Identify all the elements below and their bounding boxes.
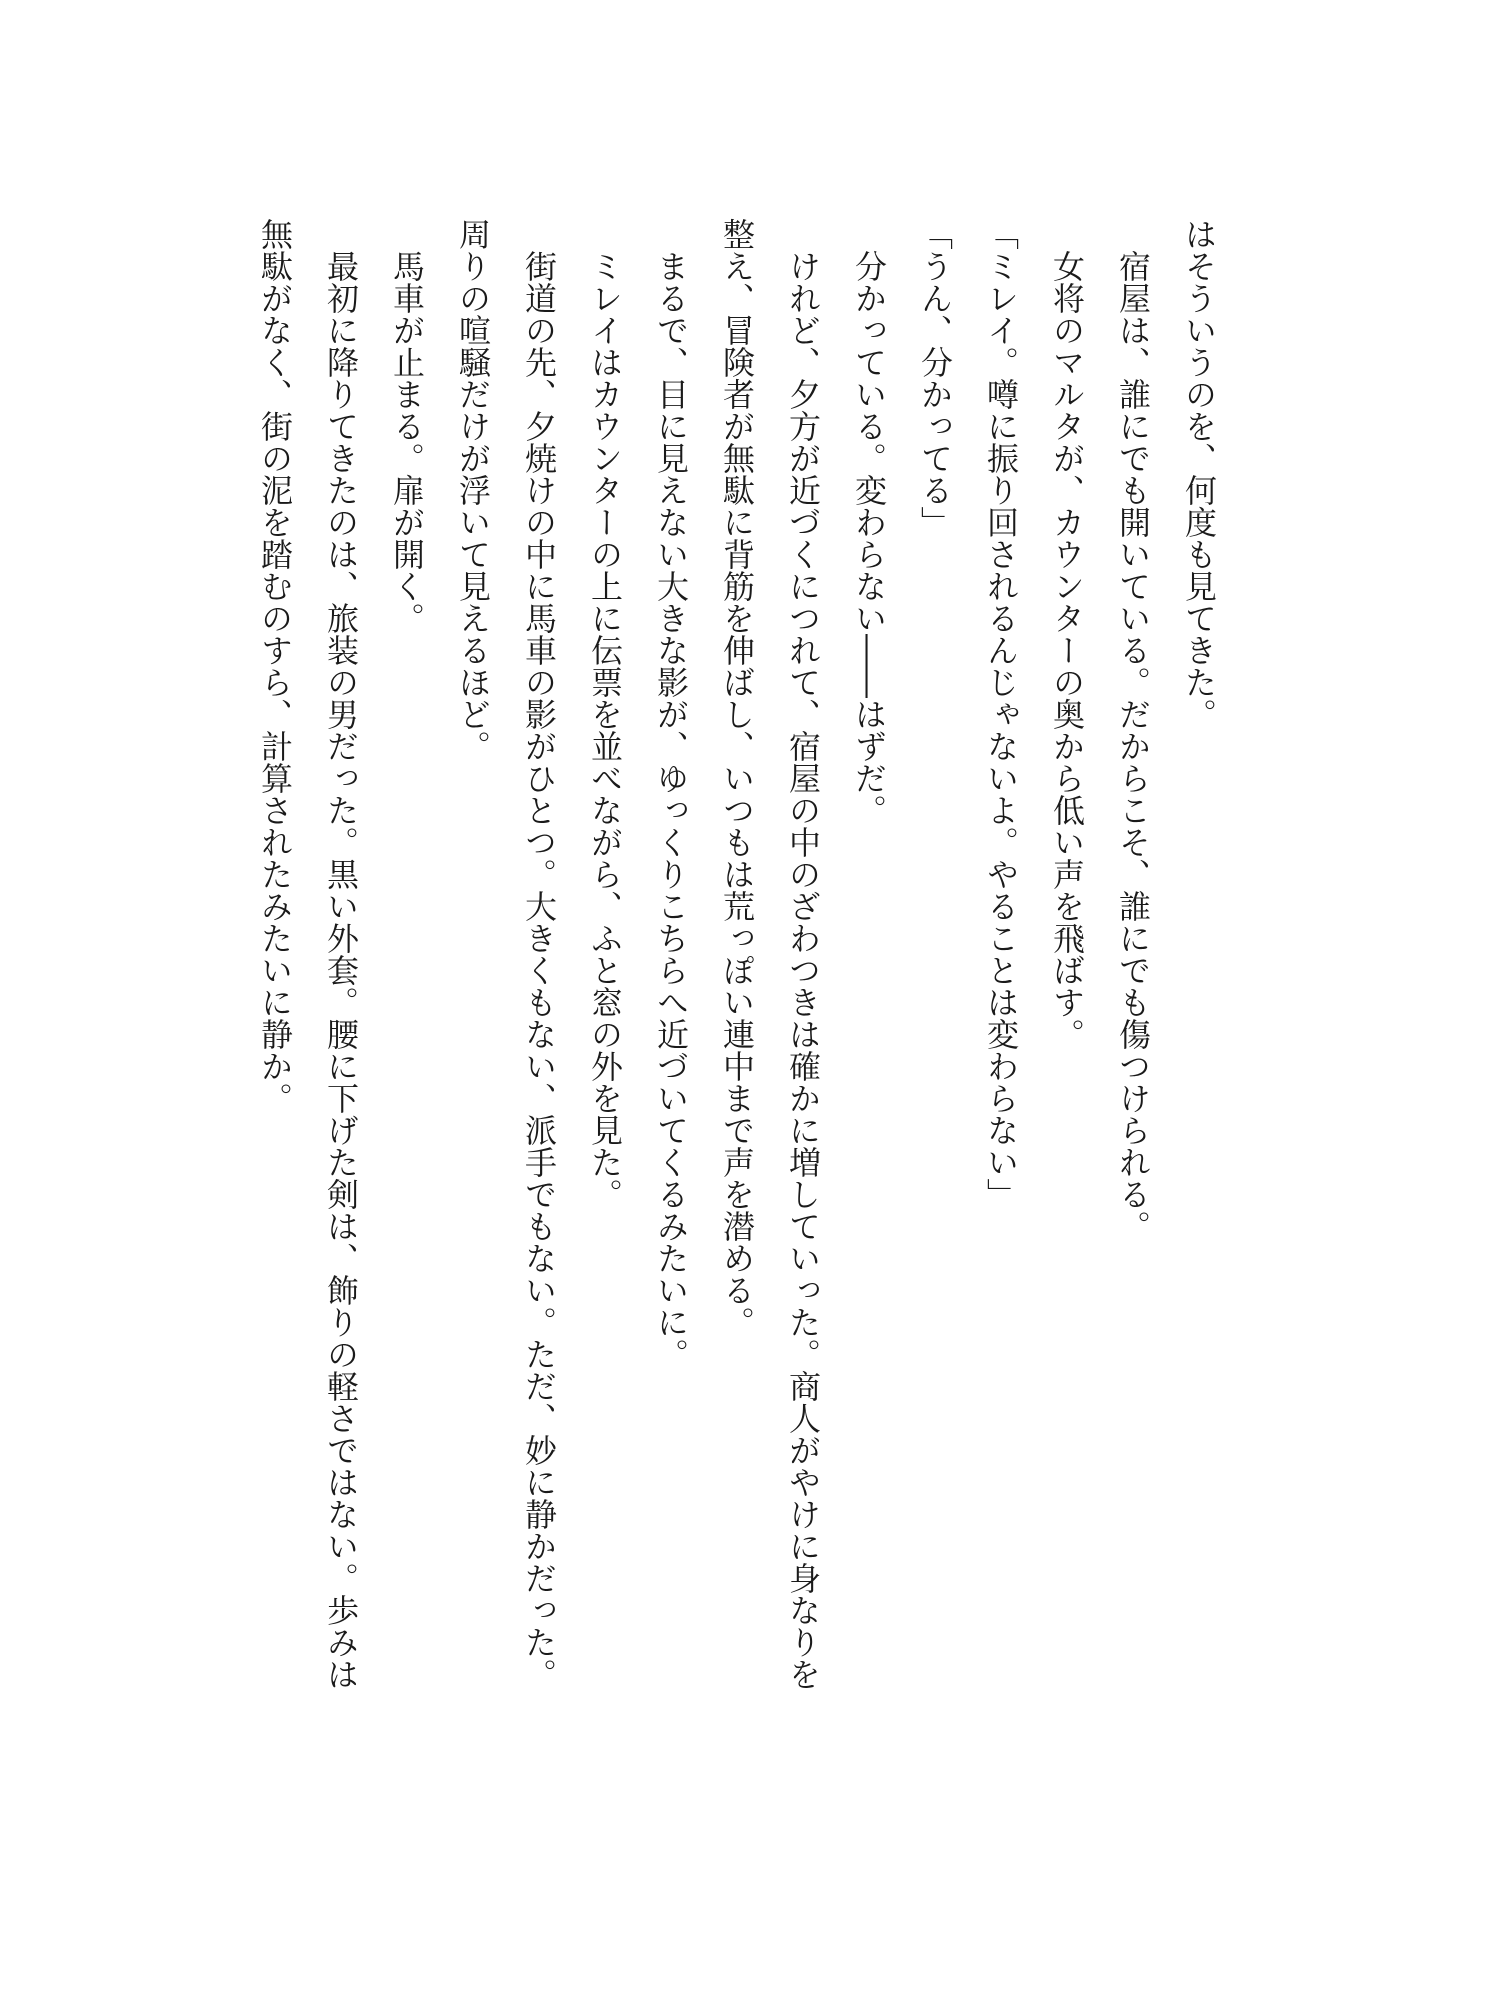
text-line: ミレイはカウンターの上に伝票を並べながら、ふと窓の外を見た。 bbox=[586, 218, 624, 1210]
text-line: 街道の先、夕焼けの中に馬車の影がひとつ。大きくもない、派手でもない。ただ、妙に静かだった。 bbox=[520, 218, 558, 1690]
text-line: 「ミレイ。噂に振り回されるんじゃないよ。やることは変わらない」 bbox=[982, 218, 1020, 1210]
text-line: けれど、夕方が近づくにつれて、宿屋の中のざわつきは確かに増していった。商人がやけに身なりを bbox=[784, 218, 822, 1690]
text-line: 馬車が止まる。扉が開く。 bbox=[388, 218, 426, 634]
text-line: 分かっている。変わらない――はずだ。 bbox=[850, 218, 888, 826]
text-line: はそういうのを、何度も見てきた。 bbox=[1180, 218, 1218, 730]
text-line: 整え、冒険者が無駄に背筋を伸ばし、いつもは荒っぽい連中まで声を潜める。 bbox=[718, 218, 756, 1338]
text-line: 女将のマルタが、カウンターの奥から低い声を飛ばす。 bbox=[1048, 218, 1086, 1050]
vertical-text-body bbox=[242, 218, 1232, 1778]
text-line: 宿屋は、誰にでも開いている。だからこそ、誰にでも傷つけられる。 bbox=[1114, 218, 1152, 1242]
text-line: 周りの喧騒だけが浮いて見えるほど。 bbox=[454, 218, 492, 762]
text-line: 無駄がなく、街の泥を踏むのすら、計算されたみたいに静か。 bbox=[256, 218, 294, 1114]
text-line: 最初に降りてきたのは、旅装の男だった。黒い外套。腰に下げた剣は、飾りの軽さではない。歩みは bbox=[322, 218, 360, 1690]
text-line: 「うん、分かってる」 bbox=[916, 218, 954, 538]
text-line: まるで、目に見えない大きな影が、ゆっくりこちらへ近づいてくるみたいに。 bbox=[652, 218, 690, 1370]
